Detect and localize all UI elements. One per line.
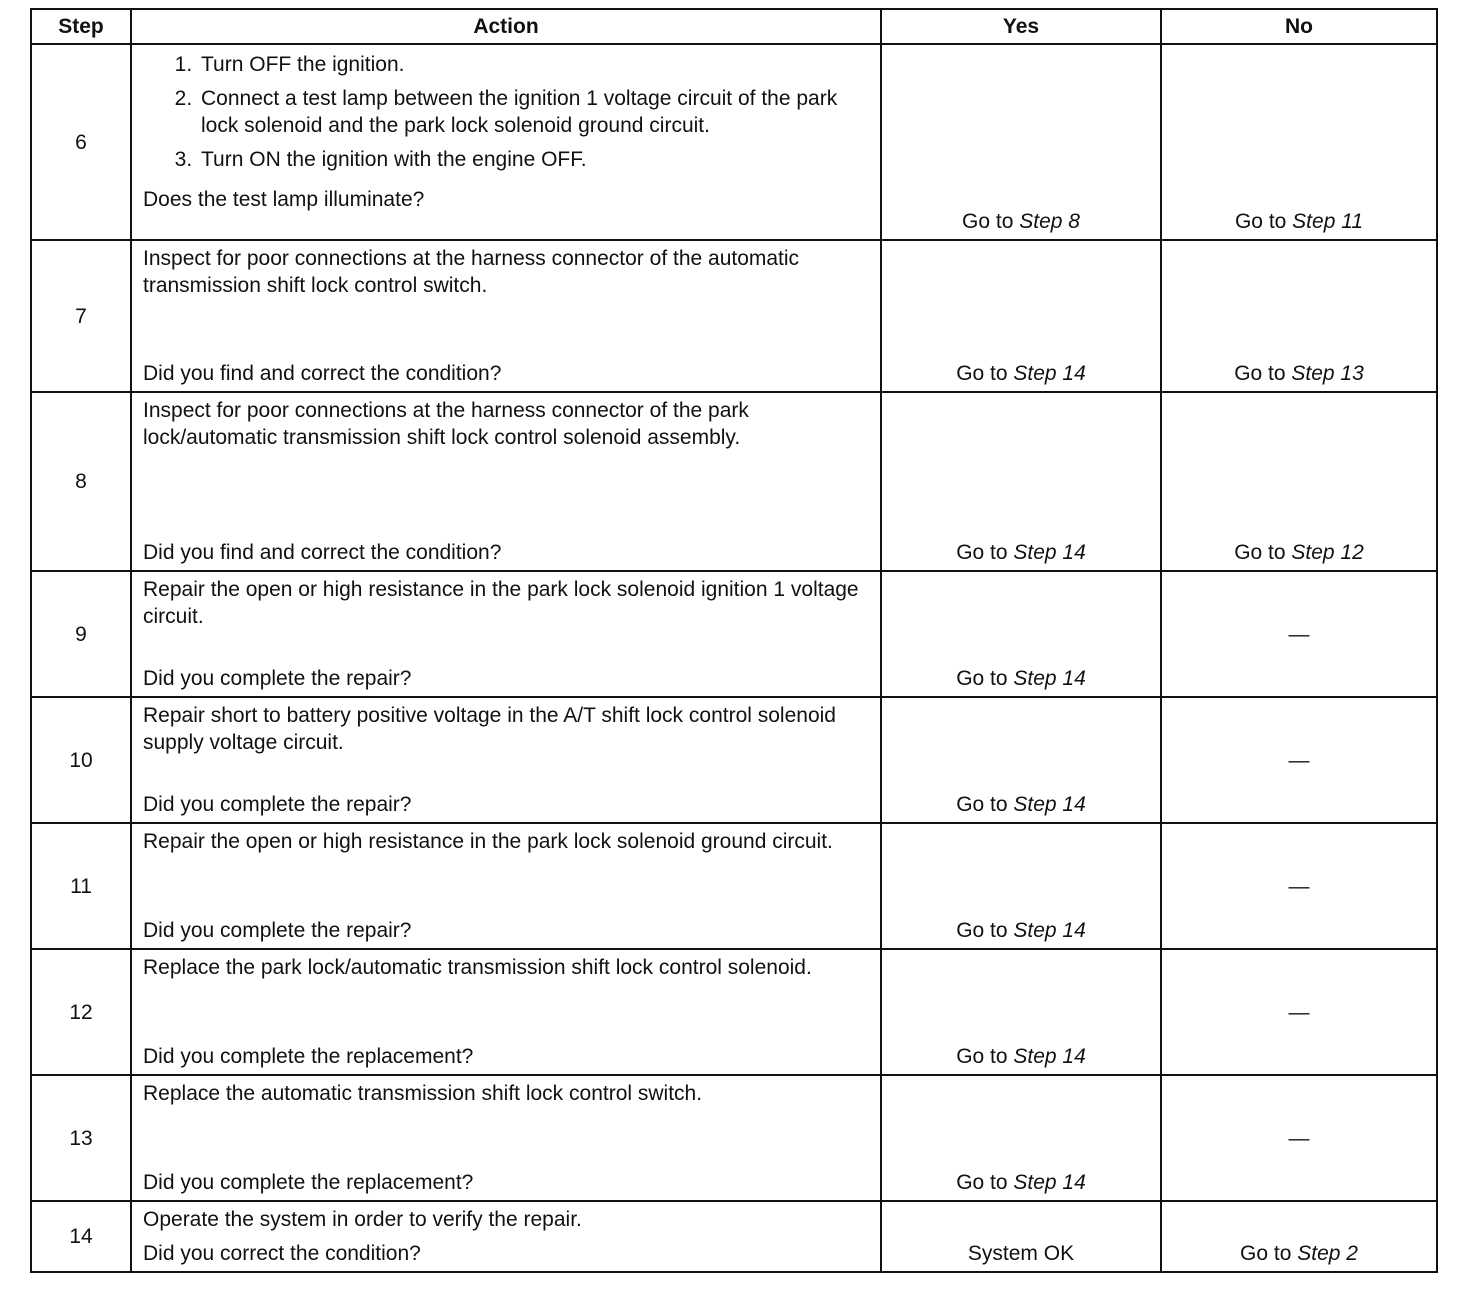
- table-row: [31, 949, 1437, 1075]
- action-question: Did you complete the repair?: [143, 667, 412, 690]
- yes-cell: [881, 823, 1161, 949]
- action-cell: [131, 949, 881, 1075]
- no-cell: [1161, 392, 1437, 571]
- yes-prefix: Go to: [956, 1171, 1014, 1194]
- yes-step-link[interactable]: Step 14: [1013, 1171, 1086, 1194]
- yes-step-link[interactable]: Step 14: [1013, 919, 1086, 942]
- action-cell: [131, 1201, 881, 1272]
- no-dash: —: [1288, 1000, 1310, 1024]
- yes-step-link[interactable]: Step 14: [1013, 1045, 1086, 1068]
- action-text: Replace the automatic transmission shift lock control switch.: [143, 1082, 703, 1105]
- yes-step-link[interactable]: Step 14: [1013, 362, 1086, 385]
- no-prefix: Go to: [1234, 362, 1292, 385]
- yes-cell: [881, 1075, 1161, 1201]
- action-question: Did you complete the replacement?: [143, 1171, 474, 1194]
- yes-step-link[interactable]: Step 14: [1013, 793, 1086, 816]
- action-step-item: 2. Connect a test lamp between the ignition 1 voltage circuit of the park lock solenoid and the park lock solenoid ground circuit.: [198, 85, 872, 139]
- yes-prefix: Go to: [956, 919, 1014, 942]
- action-step-item: 3. Turn ON the ignition with the engine OFF.: [198, 146, 872, 173]
- action-text: Replace the park lock/automatic transmission shift lock control solenoid.: [143, 956, 812, 979]
- step-number: 8: [31, 392, 131, 571]
- yes-step-link[interactable]: Step 8: [1019, 210, 1080, 233]
- table-row: [31, 1201, 1437, 1272]
- action-text: Operate the system in order to verify the repair.: [143, 1208, 582, 1231]
- no-dash: —: [1288, 874, 1310, 898]
- yes-step-link[interactable]: Step 14: [1013, 541, 1086, 564]
- step-number: 7: [31, 240, 131, 392]
- action-question: Did you find and correct the condition?: [143, 362, 502, 385]
- step-number: 12: [31, 949, 131, 1075]
- action-question: Did you find and correct the condition?: [143, 541, 502, 564]
- action-text: Inspect for poor connections at the harness connector of the park lock/automatic transmission shift lock control solenoid assembly.: [143, 399, 749, 449]
- table-row: [31, 571, 1437, 697]
- yes-prefix: Go to: [956, 793, 1014, 816]
- step-number: 13: [31, 1075, 131, 1201]
- no-cell: [1161, 571, 1437, 697]
- action-question: Did you complete the replacement?: [143, 1045, 474, 1068]
- yes-cell: [881, 697, 1161, 823]
- yes-cell: [881, 392, 1161, 571]
- no-step-link[interactable]: Step 12: [1291, 541, 1364, 564]
- action-question: Does the test lamp illuminate?: [143, 188, 425, 211]
- action-question: Did you complete the repair?: [143, 919, 412, 942]
- no-prefix: Go to: [1240, 1242, 1298, 1265]
- action-cell: [131, 392, 881, 571]
- header-no: No: [1161, 9, 1437, 44]
- table-row: [31, 392, 1437, 571]
- step-number: 10: [31, 697, 131, 823]
- action-cell: [131, 1075, 881, 1201]
- action-question: Did you correct the condition?: [143, 1242, 421, 1265]
- step-number: 6: [31, 44, 131, 240]
- no-cell: [1161, 823, 1437, 949]
- action-cell: [131, 240, 881, 392]
- action-text: Inspect for poor connections at the harness connector of the automatic transmission shift lock control switch.: [143, 247, 800, 297]
- no-step-link[interactable]: Step 11: [1292, 210, 1364, 233]
- no-cell: [1161, 240, 1437, 392]
- no-dash: —: [1288, 1126, 1310, 1150]
- header-row: [31, 9, 1437, 44]
- yes-prefix: Go to: [956, 362, 1014, 385]
- no-cell: [1161, 1201, 1437, 1272]
- action-cell: [131, 823, 881, 949]
- action-cell: [131, 44, 881, 240]
- step-number: 11: [31, 823, 131, 949]
- yes-cell: [881, 571, 1161, 697]
- yes-prefix: Go to: [956, 667, 1014, 690]
- header-yes: Yes: [881, 9, 1161, 44]
- no-prefix: Go to: [1234, 541, 1292, 564]
- yes-cell: [881, 949, 1161, 1075]
- yes-system-ok: System OK: [967, 1242, 1075, 1265]
- diagnostic-table: [30, 8, 1438, 1273]
- action-text: Repair the open or high resistance in the park lock solenoid ignition 1 voltage circuit.: [143, 578, 859, 628]
- step-number: 14: [31, 1201, 131, 1272]
- action-text: Repair the open or high resistance in the park lock solenoid ground circuit.: [143, 830, 833, 853]
- no-dash: —: [1288, 622, 1310, 646]
- table-row: [31, 44, 1437, 240]
- table-row: [31, 1075, 1437, 1201]
- yes-prefix: Go to: [956, 1045, 1014, 1068]
- action-question: Did you complete the repair?: [143, 793, 412, 816]
- action-cell: [131, 697, 881, 823]
- no-cell: [1161, 1075, 1437, 1201]
- yes-step-link[interactable]: Step 14: [1013, 667, 1086, 690]
- table-row: [31, 697, 1437, 823]
- no-cell: [1161, 697, 1437, 823]
- step-number: 9: [31, 571, 131, 697]
- header-step: Step: [31, 9, 131, 44]
- action-step-item: 1. Turn OFF the ignition.: [198, 51, 872, 78]
- yes-prefix: Go to: [956, 541, 1014, 564]
- yes-cell: [881, 240, 1161, 392]
- no-prefix: Go to: [1234, 210, 1293, 233]
- yes-cell: [881, 44, 1161, 240]
- no-dash: —: [1288, 748, 1310, 772]
- no-step-link[interactable]: Step 2: [1297, 1242, 1358, 1265]
- header-action: Action: [131, 9, 881, 44]
- action-text: Repair short to battery positive voltage in the A/T shift lock control solenoid supply voltage circuit.: [143, 704, 836, 754]
- table-row: [31, 823, 1437, 949]
- no-cell: [1161, 44, 1437, 240]
- yes-cell: [881, 1201, 1161, 1272]
- action-step-list: [143, 51, 872, 180]
- no-step-link[interactable]: Step 13: [1291, 362, 1364, 385]
- no-cell: [1161, 949, 1437, 1075]
- table-row: [31, 240, 1437, 392]
- action-cell: [131, 571, 881, 697]
- yes-prefix: Go to: [962, 210, 1020, 233]
